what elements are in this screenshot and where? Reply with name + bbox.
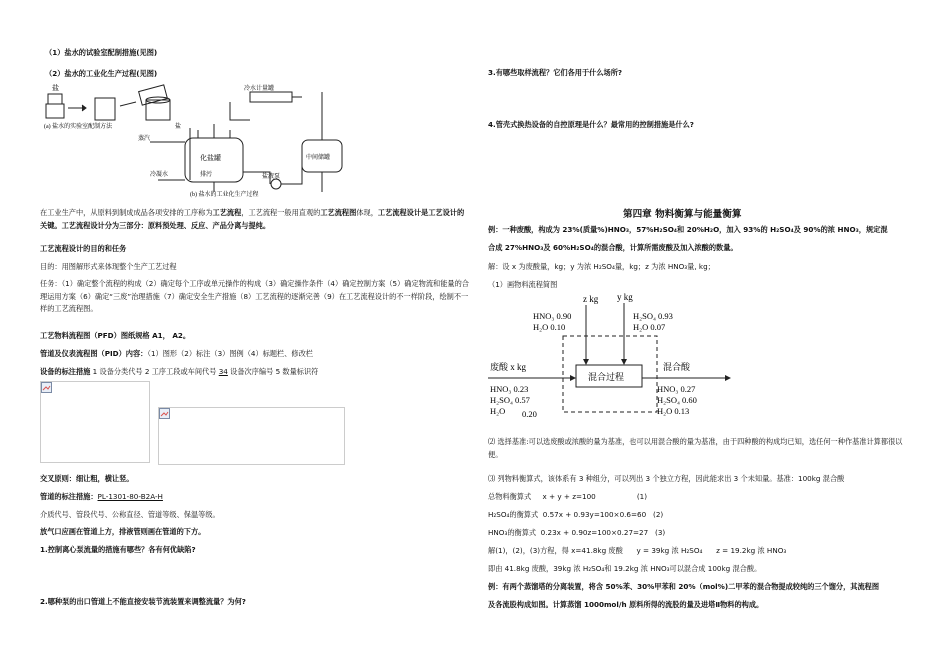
label-dissolve-tank: 化盐罐: [200, 154, 221, 162]
equation-1: 总物料衡算式 x + y + z=100 (1): [488, 492, 648, 501]
x-h2so4: H₂SO₄ 0.57: [490, 395, 530, 405]
conclusion: 即由 41.8kg 废酸，39kg 浓 H₂SO₄和 19.2kg 浓 HNO₃可以混合成 100kg 混合酸。: [488, 564, 762, 573]
equip-rest-1: 1 设备分类代号 2 工序工段或车间代号: [90, 367, 219, 376]
pfd-spec: 工艺物料流程图（PFD）图纸规格 A1， A2。: [40, 331, 191, 340]
label-brine-pump: 盐液泵: [262, 174, 281, 180]
chapter-title: 第四章 物料衡算与能量衡算: [623, 209, 742, 220]
x-h2o-value: 0.20: [522, 409, 537, 419]
cross-rule: 交叉原则：细让粗，横让竖。: [40, 474, 134, 483]
lab-method-diagram: [46, 85, 170, 120]
brine-figure: [40, 80, 370, 200]
para1-b2: 工艺流程图: [320, 208, 357, 217]
y-label: y kg: [617, 292, 633, 302]
question-4: 4.管壳式换热设备的自控原理是什么？最常用的控制措施是什么?: [488, 120, 694, 129]
caption-a: (a) 盐水的实验室配制方法: [44, 124, 113, 130]
example2-line1: 例：有两个蒸馏塔的分离装置，将含 50%苯、30%甲苯和 20%（mol%)二甲苯的混合物提成较纯的三个馏分，其流程图: [488, 582, 880, 591]
para1-mid: ，工艺流程一般用直观的: [241, 208, 321, 217]
vent-rule: 放气口应画在管道上方，排液管则画在管道的下方。: [40, 527, 206, 536]
label-condensate: 冷凝水: [150, 172, 169, 178]
example1-line1: 例：一种废酸，构成为 23%(质量%)HNO₃，57%H₂SO₄和 20%H₂O，加入 93%的 H₂SO₄及 90%的浓 HNO₃，规定混: [488, 225, 888, 234]
pid-rest: （1）图形（2）标注（3）图例（4）标题栏、修改栏: [147, 349, 313, 358]
paragraph-process: [40, 207, 470, 232]
purpose-text: 目的：用图解形式来体现整个生产工艺过程: [40, 262, 177, 271]
question-3: 3.有哪些取样流程？它们各用于什么场所?: [488, 68, 623, 77]
mixed-acid-label: 混合酸: [663, 362, 691, 372]
broken-image-icon: [159, 408, 170, 419]
equip-rest-underline: 34: [218, 367, 228, 376]
y-h2so4: H₂SO₄ 0.93: [633, 311, 673, 321]
heading-purpose: 工艺流程设计的目的和任务: [40, 244, 127, 253]
z-h2o: H₂O 0.10: [533, 322, 566, 332]
step-2: ⑵ 选择基准:可以选废酸或浓酸的量为基准，也可以用混合酸的量为基准，由于四种酸的构成均已知，选任何一种作基准计算都很以便。: [488, 437, 903, 459]
pid-label: 管道及仪表流程图（PID）内容：: [40, 349, 148, 358]
pipe-desc: 介质代号、管段代号、公称直径、管道等级、保温等级。: [40, 510, 220, 519]
step-1: （1）画物料流程简图: [488, 280, 558, 289]
material-flow-diagram: [485, 290, 745, 425]
question-2: 2.哪种泵的出口管道上不能直接安装节流装置来调整流量？为何?: [40, 597, 246, 606]
mix-process-label: 混合过程: [588, 372, 625, 382]
industrial-diagram: [150, 92, 342, 192]
m-h2o: H₂O 0.13: [657, 406, 690, 416]
label-drain: 排污: [200, 172, 213, 178]
para1-pre: 在工业生产中，从原料到制成成品各项安排的工序称为: [40, 208, 213, 217]
label-middle-tank: 中间储罐: [306, 155, 331, 161]
solution: 解(1)，(2)，(3)方程，得 x=41.8kg 废酸 y = 39kg 浓 H₂SO₄ z = 19.2kg 浓 HNO₃: [488, 546, 787, 555]
step-3: ⑶ 列物料衡算式，该体系有 3 种组分，可以列出 3 个独立方程，因此能求出 3 个未知量。基准：100kg 混合酸: [488, 474, 845, 483]
y-h2o: H₂O 0.07: [633, 322, 666, 332]
para1-mid2: 体现，: [356, 208, 378, 217]
m-hno3: HNO₃ 0.27: [657, 384, 696, 394]
para1-b1: 工艺流程: [212, 208, 242, 217]
example1-line2: 合成 27%HNO₃及 60%H₂SO₄的混合酸，计算所需废酸及加入浓酸的数量。: [488, 243, 738, 252]
broken-image-icon: [41, 382, 52, 393]
z-label: z kg: [583, 294, 599, 304]
label-cold-water-tank: 冷水计量罐: [244, 86, 275, 92]
pipe-label-method: [40, 492, 163, 502]
label-steam: 蒸汽: [138, 136, 151, 142]
label-salt: 盐: [52, 84, 59, 92]
pid-content: [40, 349, 313, 359]
example2-line2: 及各流股构成如图。计算蒸馏 1000mol/h 原料所得的流股的量及进塔Ⅱ物料的构成。: [488, 600, 764, 609]
equation-3: HNO₃的衡算式 0.23x + 0.90z=100×0.27=27 (3): [488, 528, 666, 537]
pipe-label: 管道的标注措施：: [40, 492, 98, 501]
image-placeholder-2: [158, 407, 345, 465]
waste-acid-label: 废酸 x kg: [490, 362, 527, 372]
equip-label: 设备的标注措施: [40, 367, 91, 376]
z-hno3: HNO₃ 0.90: [533, 311, 572, 321]
equip-rest-2: 设备次序编号 5 数量标识符: [227, 367, 319, 376]
question-1: 1.控制离心泵流量的措施有哪些？各有何优缺陷?: [40, 545, 196, 554]
item-2: （2）盐水的工业化生产过程(见图): [45, 69, 158, 78]
m-h2so4: H₂SO₄ 0.60: [657, 395, 697, 405]
image-placeholder-1: [40, 381, 150, 463]
label-salt2: 盐: [175, 124, 182, 130]
item-1: （1）盐水的试验室配制措施(见图): [45, 48, 158, 57]
x-h2o-label: H₂O: [490, 406, 506, 416]
equip-label-method: [40, 367, 318, 377]
equation-2: H₂SO₄的衡算式 0.57x + 0.93y=100×0.6=60 (2): [488, 510, 664, 519]
tasks-text: 任务：（1）确定整个流程的构成（2）确定每个工序或单元操作的构成（3）确定操作条件（4）确定控制方案（5）确定物流和能量的合理运用方案（6）确定“三废”治理措施（7）确定安全生产措施（8）工艺流程的逐渐完善（9）在工艺流程设计的不一样阶段，绘制不一样的工艺流程图。: [40, 279, 469, 313]
x-hno3: HNO₃ 0.23: [490, 384, 529, 394]
para1-b3: 工艺流程设计是工艺设计的关键。工艺流程设计分为三部分：原料预处理、反应、产品分离与提纯。: [40, 208, 465, 230]
solution-intro: 解：设 x 为废酸量，kg；y 为浓 H₂SO₄量，kg；z 为浓 HNO₃量, kg；: [488, 262, 715, 271]
caption-b: (b) 盐水的工业化生产过程: [190, 192, 259, 198]
pipe-code: PL-1301-80-B2A-H: [97, 492, 163, 501]
